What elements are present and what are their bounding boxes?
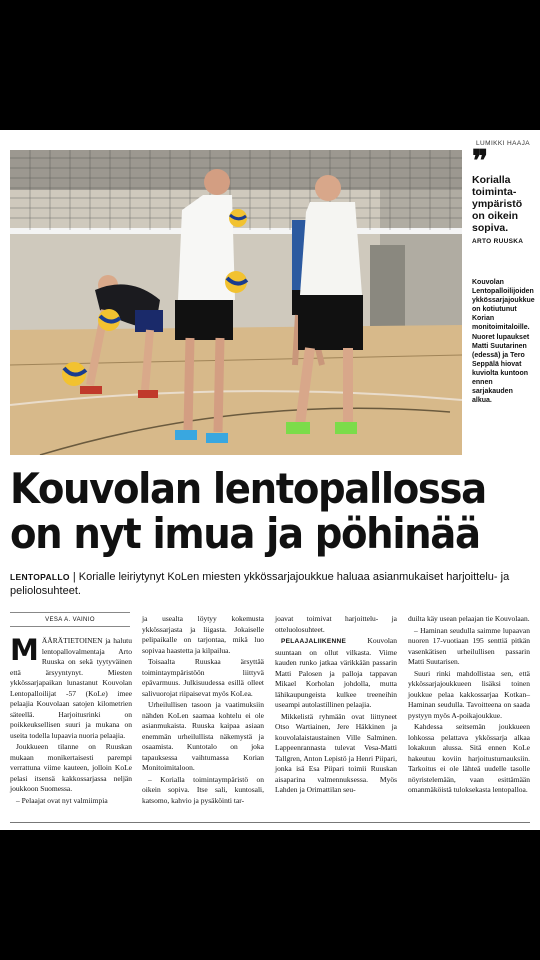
- lead-paragraph: LENTOPALLO | Korialle leiriytynyt KoLen miesten ykkössarjajoukkue haluaa asianmukaiset harjoittelu- ja peliolosuhteet.: [10, 571, 510, 597]
- article-column-4: [408, 614, 530, 797]
- byline: VESA A. VAINIO: [10, 617, 130, 627]
- byline-rule: [10, 612, 130, 613]
- article-column-3: [275, 614, 397, 797]
- newspaper-page: [0, 130, 540, 830]
- lead-text: Korialle leiriytynyt KoLen miesten ykkössarjajoukkue haluaa asianmukaiset harjoittelu- ja peliolosuhteet.: [10, 571, 510, 597]
- subheading: PELAAJALIIKENNE: [281, 638, 347, 645]
- paragraph: – Haminan seudulla saimme lupaavan nuoren 17-vuotiaan 195 senttiä pitkän vasenkätisen urheilullisen passarin Matti Suutarisen.: [408, 625, 530, 666]
- paragraph: [275, 636, 397, 711]
- photographer-credit: LUMIKKI HAAJA: [476, 140, 530, 147]
- quote-text: Korialla toiminta-ympäristö on oikein sopiva.: [472, 174, 523, 234]
- quote-author: ARTO RUUSKA: [472, 238, 524, 245]
- bottom-rule: [10, 822, 530, 823]
- paragraph: – Pelaajat ovat nyt valmiimpia: [16, 795, 108, 805]
- drop-cap: M: [10, 633, 39, 667]
- lead-kicker: LENTOPALLO: [10, 572, 70, 582]
- paragraph: ja usealta löytyy kokemusta ykkössarjasta ja liigasta. Jokaiselle pelipaikalle on tarjontaa, mikä luo sopivaa haastetta ja kilpailua.: [142, 614, 264, 655]
- paragraph: Mikkelistä ryhmään ovat liittyneet Otso Wartiainen, Jere Häkkinen ja kouvolalaistaustainen Ville Salminen. Lappeenrannasta tulevat Vesa-Matti Tallgren, Anton Lepistö ja Henri Piipari, jonka isä Esa Piipari toimii Ruuskan aisaparina valmennuksessa. Myös Lahden ja Orimattilan seu-: [275, 711, 397, 794]
- paragraph: Joukkueen tilanne on Ruuskan mukaan monikertaisesti parempi verrattuna viime kauteen, jolloin KoLe pelasi itsensä kakkossarjassa neljän joukkoon Suomessa.: [10, 742, 132, 793]
- paragraph-text: ÄÄRÄTIETOINEN ja halutu lentopallovalmentaja Arto Ruuska on sekä tyytyväinen että ärsyyntynyt. Miesten ykkössarjapaikan lunastanut Kouvolan Lentopalloilijat -57 (KoLe) imee pelaajia Kouvolaan satojen kilometrien säteellä. Harjoitusrinki on poikkeuksellisen suuri ja mukana on useita todella lupaavia nuoria pelaajia.: [10, 636, 132, 740]
- paragraph: [10, 633, 132, 741]
- article-photo: [10, 150, 462, 455]
- quote-mark-icon: ❞: [472, 144, 489, 179]
- paragraph: Toisaalta Ruuskaa ärsyttää toimintaympäristöön liittyvä epävarmuus. Julkisuudessa esillä olleet salivuorojat riipaisevat myös KoLea.: [142, 657, 264, 698]
- paragraph: joavat toimivat harjoittelu- ja otteluolosuhteet.: [275, 614, 397, 634]
- photo-caption: Kouvolan Lentopalloilijoiden ykkössarjajoukkue on kotiutunut Korian monitoimitaloille. Nuoret lupaukset Matti Suutarinen (edessä) ja Tero Seppälä hiovat kuviolta kuntoon ennen sarjakauden alkua.: [472, 279, 535, 405]
- headline: Kouvolan lentopallossa on nyt imua ja pöhinää: [10, 464, 486, 558]
- pull-quote: [472, 144, 532, 245]
- paragraph: Kahdessa seitsemän joukkueen lohkossa pelattava ykkössarja alkaa lokakuun alussa. Sitä ennen KoLe hakeutuu koviin harjoitusturnauksiin. Tarkoitus ei ole lähteä uudelle tasolle nöyristelemään, vaan esittämään omanmäköistä tuloksekasta lentopalloa.: [408, 722, 530, 794]
- article-column-1: [10, 633, 132, 807]
- paragraph: duilta käy usean pelaajan tie Kouvolaan.: [408, 614, 530, 623]
- article-column-2: [142, 614, 264, 807]
- paragraph: Suuri rinki mahdollistaa sen, että ykkössarjajoukkueen lisäksi toinen joukkue pelaa kakkossarjaa Kotkan–Haminan seudulla. Tavoitteena on saada pystyyn myös A-poikajoukkue.: [408, 668, 530, 720]
- paragraph: – Korialla toimintaympäristö on oikein sopiva. Itse sali, kuntosali, katsomo, kahvio ja pysäköinti tar-: [142, 774, 264, 805]
- paragraph: Urheilullisen tasoon ja vaatimuksiin nähden KoLen saamaa kohtelu ei ole asianmukaista. Ruuska kaipaa asiaan enemmän urheilullista näkemystä ja osaamista. Kuntotalo on joka tapauksessa vaihtumassa Korian Monitoimitaloon.: [142, 700, 264, 772]
- paragraph-text: Kouvolan suuntaan on ollut vilkasta. Viime kauden runko jatkaa värikkään passarin Matti Palosen ja palloja tappavan Mikael Korholan johdolla, mutta lähikaupungeista kulkee treeneihin useampi autolastillinen pelaajia.: [275, 636, 397, 709]
